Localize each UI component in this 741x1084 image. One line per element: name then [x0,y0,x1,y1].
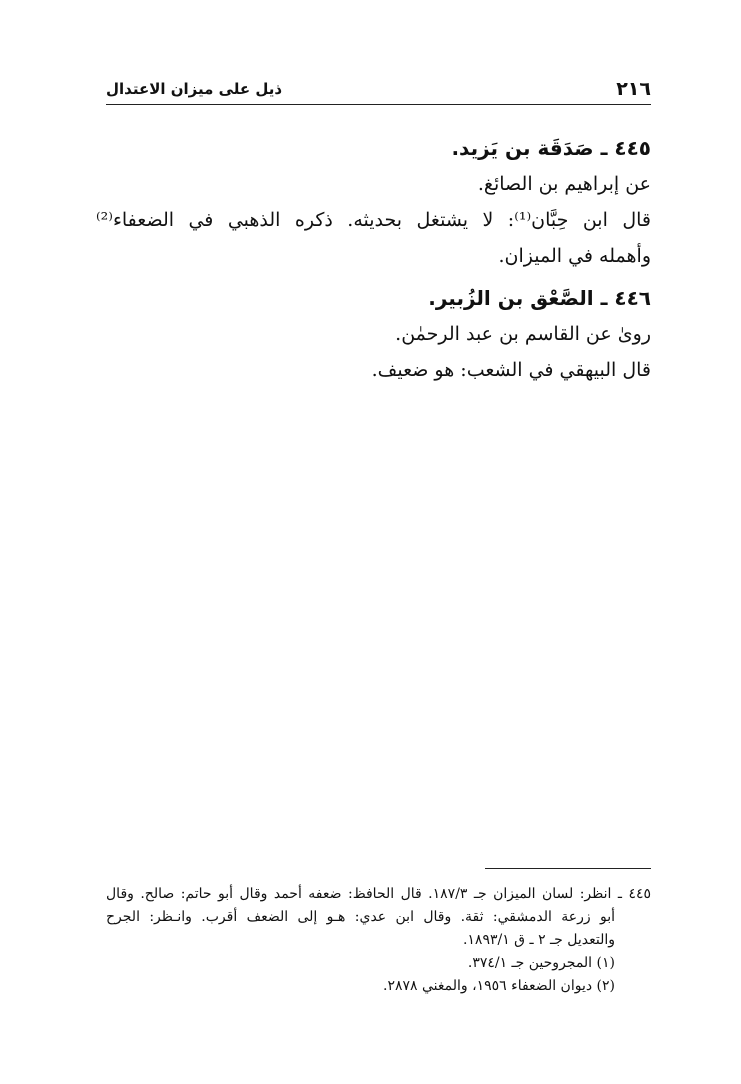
entry-line: روىٰ عن القاسم بن عبد الرحمٰن. [395,323,651,345]
footnote-rule [485,868,651,869]
entry-heading: ٤٤٥ ـ صَدَقَة بن يَزيد. [451,136,651,160]
footnote-note: (٢) ديوان الضعفاء ١٩٥٦، والمغني ٢٨٧٨. [382,978,615,994]
footnote-line: والتعديل جـ ٢ ـ ق ١٨٩٣/١. [462,932,615,948]
page-number: ٢١٦ [616,78,651,100]
header-rule [106,104,651,105]
entry-line: قال البيهقي في الشعب: هو ضعيف. [371,359,651,381]
entry-line: قال ابن حِبَّان⁽¹⁾: لا يشتغل بحديثه. ذكره الذهبي في الضعفاء⁽²⁾ [96,209,651,231]
footnotes [106,883,651,998]
main-text [96,130,651,388]
entry-line: عن إبراهيم بن الصائغ. [477,173,651,195]
entry-heading: ٤٤٦ ـ الصَّعْق بن الزُبير. [428,286,651,310]
entry-line: وأهمله في الميزان. [498,245,651,267]
footnote-line: ٤٤٥ ـ انظر: لسان الميزان جـ ١٨٧/٣. قال الحافظ: ضعفه أحمد وقال أبو حاتم: صالح. وقال [106,886,651,902]
footnote-note: (١) المجروحين جـ ٣٧٤/١. [467,955,615,971]
running-header [106,76,651,106]
running-title: ذيل على ميزان الاعتدال [106,80,283,98]
footnote-line: أبو زرعة الدمشقي: ثقة. وقال ابن عدي: هـو إلى الضعف أقرب. وانـظر: الجرح [106,909,615,925]
